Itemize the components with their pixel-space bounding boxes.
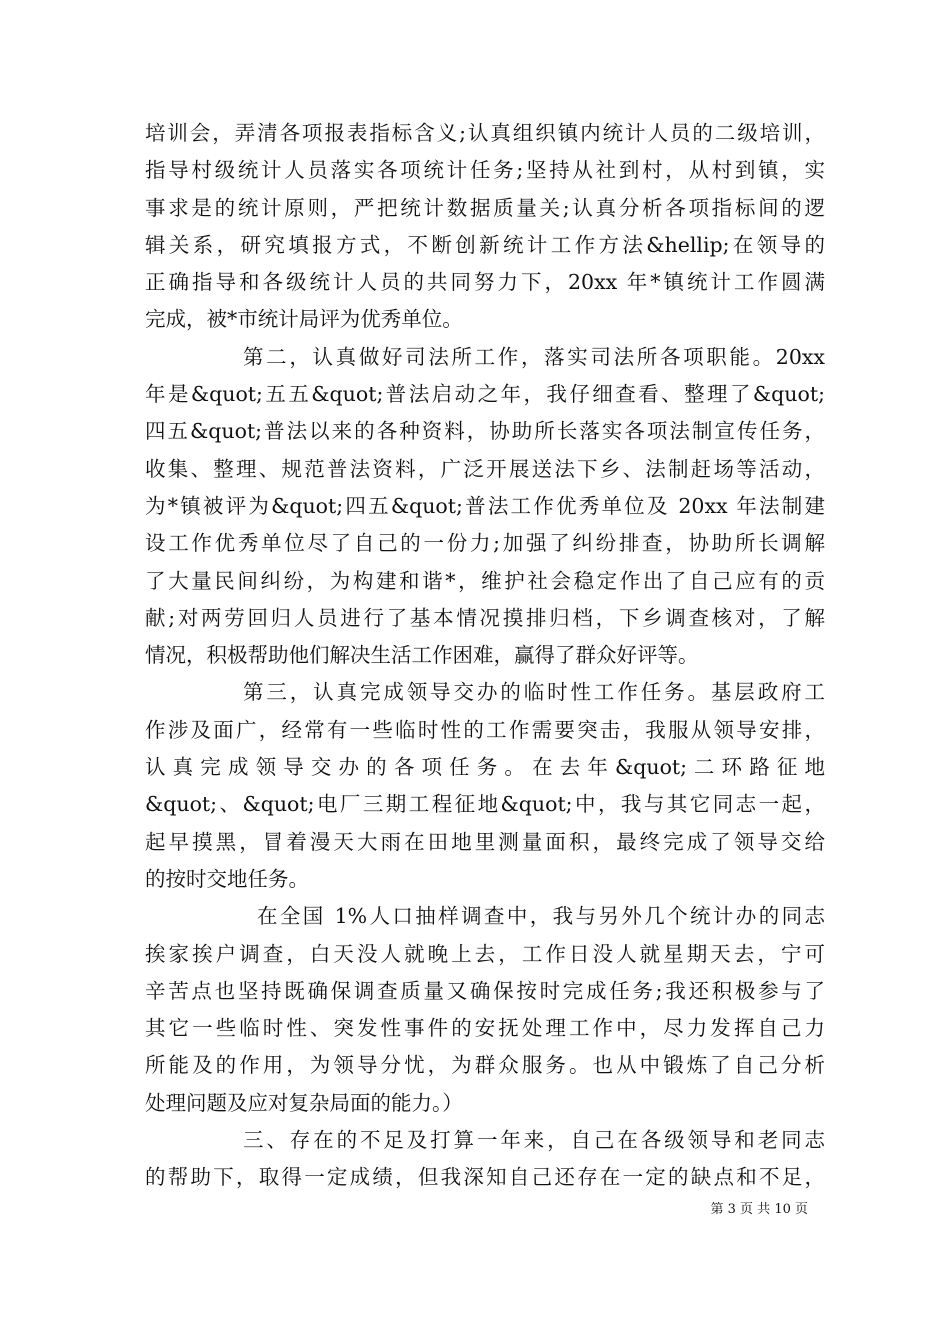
text-line: 收集、整理、规范普法资料，广泛开展送法下乡、法制赶场等活动， xyxy=(145,456,825,481)
text-line: 事求是的统计原则，严把统计数据质量关;认真分析各项指标间的逻 xyxy=(145,195,825,220)
paragraph-start-line: 三、存在的不足及打算一年来，自己在各级领导和老同志 xyxy=(243,1128,825,1153)
text-line: 所能及的作用，为领导分忧，为群众服务。也从中锻炼了自己分析 xyxy=(145,1053,825,1078)
text-line: 作涉及面广，经常有一些临时性的工作需要突击，我服从领导安排， xyxy=(145,717,825,742)
text-line: 完成，被*市统计局评为优秀单位。 xyxy=(145,307,463,332)
paragraph-start-line: 第三，认真完成领导交办的临时性工作任务。基层政府工 xyxy=(243,680,825,705)
text-line: 年是&quot;五五&quot;普法启动之年，我仔细查看、整理了&quot; xyxy=(145,382,825,407)
text-line: 正确指导和各级统计人员的共同努力下，20xx 年*镇统计工作圆满 xyxy=(145,270,825,295)
text-line: 献;对两劳回归人员进行了基本情况摸排归档，下乡调查核对，了解 xyxy=(145,605,825,630)
text-line: 处理问题及应对复杂局面的能力。） xyxy=(145,1090,463,1115)
paragraph-start-line: 第二，认真做好司法所工作，落实司法所各项职能。20xx xyxy=(243,344,825,369)
text-line: 的按时交地任务。 xyxy=(145,866,309,891)
text-line: 的帮助下，取得一定成绩，但我深知自己还存在一定的缺点和不足， xyxy=(145,1165,825,1190)
text-line: 了大量民间纠纷，为构建和谐*，维护社会稳定作出了自己应有的贡 xyxy=(145,568,825,593)
text-line: 其它一些临时性、突发性事件的安抚处理工作中，尽力发挥自己力 xyxy=(145,1016,825,1041)
text-line: 为*镇被评为&quot;四五&quot;普法工作优秀单位及 20xx 年法制建 xyxy=(145,493,825,518)
paragraph-start-line: 在全国 1%人口抽样调查中，我与另外几个统计办的同志 xyxy=(257,904,825,929)
text-line: &quot;、&quot;电厂三期工程征地&quot;中，我与其它同志一起， xyxy=(145,792,825,817)
page-number-footer: 第 3 页 共 10 页 xyxy=(710,1202,808,1217)
body-text xyxy=(145,115,825,1197)
text-line: 指导村级统计人员落实各项统计任务;坚持从社到村，从村到镇，实 xyxy=(145,158,825,183)
text-line: 挨家挨户调查，白天没人就晚上去，工作日没人就星期天去，宁可 xyxy=(145,941,825,966)
text-line: 四五&quot;普法以来的各种资料，协助所长落实各项法制宣传任务， xyxy=(145,419,825,444)
text-line: 认 真 完 成 领 导 交 办 的 各 项 任 务 。 在 去 年 &quot; 二 环 路 征 地 xyxy=(145,755,825,780)
text-line: 起早摸黑，冒着漫天大雨在田地里测量面积，最终完成了领导交给 xyxy=(145,829,825,854)
text-line: 辑关系，研究填报方式，不断创新统计工作方法&hellip;在领导的 xyxy=(145,232,825,257)
text-line: 情况，积极帮助他们解决生活工作困难，赢得了群众好评等。 xyxy=(145,643,699,668)
text-line: 设工作优秀单位尽了自己的一份力;加强了纠纷排查，协助所长调解 xyxy=(145,531,825,556)
text-line: 辛苦点也坚持既确保调查质量又确保按时完成任务;我还积极参与了 xyxy=(145,978,825,1003)
text-line: 培训会，弄清各项报表指标含义;认真组织镇内统计人员的二级培训， xyxy=(145,121,825,145)
